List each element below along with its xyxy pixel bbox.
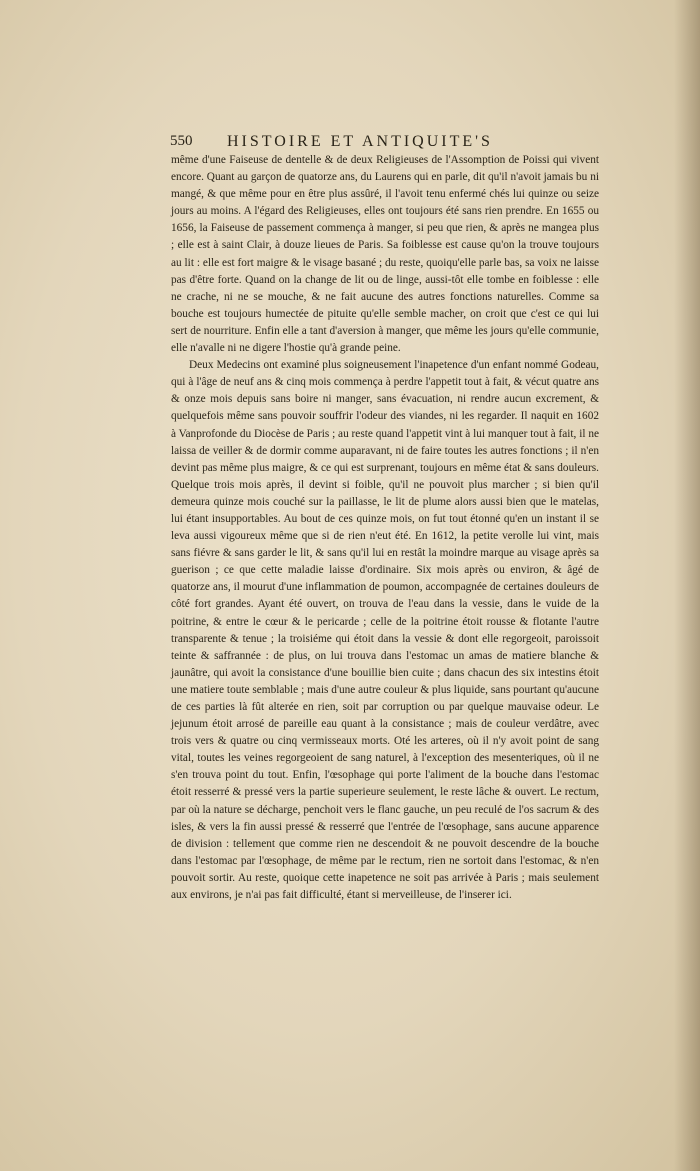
body-text (171, 152, 599, 904)
page-edge-shadow (674, 0, 700, 1171)
paragraph: même d'une Faiseuse de dentelle & de deux Religieuses de l'Assomption de Poissi qui vivent encore. Quant au garçon de quatorze ans, du Laurens qui en parle, dit qu'il n'avoit jamais bu ni mangé, & que même pour en être plus assûré, il l'avoit tenu enfermé chés lui quinze ou seize jours au moins. A l'égard des Religieuses, elles ont toujours été sans rien prendre. En 1655 ou 1656, la Faiseuse de passement commença à manger, si peu que rien, & après ne mangea plus ; elle est à saint Clair, à douze lieues de Paris. Sa foiblesse est cause qu'on la trouve toujours au lit : elle est fort maigre & le visage basané ; du reste, quoiqu'elle parle bas, sa voix ne laisse pas d'être forte. Quand on la change de lit ou de linge, aussi-tôt elle tombe en foiblesse : elle ne crache, ni ne se mouche, & ne fait aucune des autres fonctions naturelles. Comme sa bouche est toujours humectée de pituite qu'elle semble macher, on croit que c'est ce qui lui sert de nourriture. Enfin elle a tant d'aversion à manger, que même les jours qu'elle communie, elle n'avalle ni ne digere l'hostie qu'à grande peine. (171, 154, 599, 355)
paragraph: Deux Medecins ont examiné plus soigneusement l'inapetence d'un enfant nommé Godeau, qui à l'âge de neuf ans & cinq mois commença à perdre l'appetit tout à fait, & vécut quatre ans & onze mois depuis sans boire ni manger, sans évacuation, ni rendre aucun excrement, & quelquefois même sans pouvoir souffrir l'odeur des viandes, ni les regarder. Il naquit en 1602 à Vanprofonde du Diocèse de Paris ; au reste quand l'appetit vint à lui manquer tout à fait, il ne laissa de veiller & de dormir comme auparavant, ni de faire toutes les autres fonctions ; il n'en devint pas même plus maigre, & ce qui est surprenant, toujours en même état & sans douleurs. Quelque trois mois après, il devint si foible, qu'il ne pouvoit plus marcher ; si bien qu'il demeura quinze mois couché sur la paillasse, le lit de plume alors aussi bien que le matelas, lui étant insupportables. Au bout de ces quinze mois, on fut tout étonné qu'en un instant il se leva aussi vigoureux même que si de rien n'eut été. En 1612, la petite verolle lui vint, mais sans fiévre & sans garder le lit, & sans qu'il lui en restât la moindre marque au visage après sa guerison ; ce que cette maladie laisse d'ordinaire. Six mois après ou environ, & âgé de quatorze ans, il mourut d'une inflammation de poumon, accompagnée de certaines douleurs de côté fort grandes. Ayant été ouvert, on trouva de l'eau dans la vessie, dans le vuide de la poitrine, & entre le cœur & le pericarde ; celle de la poitrine étoit rousse & flotante l'autre transparente & tenue ; la troisiéme qui étoit dans la vessie & dont elle regorgeoit, paroissoit teinte & saffrannée : de plus, on lui trouva dans l'estomac un amas de matiere blanche & jaunâtre, qui avoit la consistance d'une bouillie bien cuite ; dans chacun des six intestins étoit une matiere toute semblable ; mais d'une autre couleur & plus liquide, sans pourtant qu'aucune de ces parties là fût alterée en rien, soit par corruption ou par quelque mauvaise odeur. Le jejunum étoit arrosé de pareille eau quant à la consistance ; mais de couleur verdâtre, avec trois vers & quatre ou cinq vermisseaux morts. Oté les arteres, où il n'y avoit point de sang vital, toutes les veines regorgeoient de sang naturel, à l'exception des mesenteriques, où il ne s'en trouva point du tout. Enfin, l'œsophage qui porte l'aliment de la bouche dans l'estomac étoit resserré & pressé vers la partie superieure seulement, le reste lâche & ouvert. Le rectum, par où la nature se décharge, penchoit vers le flanc gauche, un peu reculé de l'os sacrum & des isles, & vers la fin aussi pressé & resserré que l'entrée de l'œsophage, sans aucune apparence de division : tellement que comme rien ne descendoit & ne pouvoit descendre de la bouche dans l'estomac par l'œsophage, de même par le rectum, rien ne sortoit dans l'estomac, & n'en pouvoit sortir. Au reste, quoique cette inapetence ne soit pas arrivée à Paris ; mais seulement aux environs, je n'ai pas fait difficulté, étant si merveilleuse, de l'inserer ici. (171, 359, 599, 902)
page-number: 550 (170, 133, 193, 149)
running-title: HISTOIRE ET ANTIQUITE'S (227, 133, 493, 150)
